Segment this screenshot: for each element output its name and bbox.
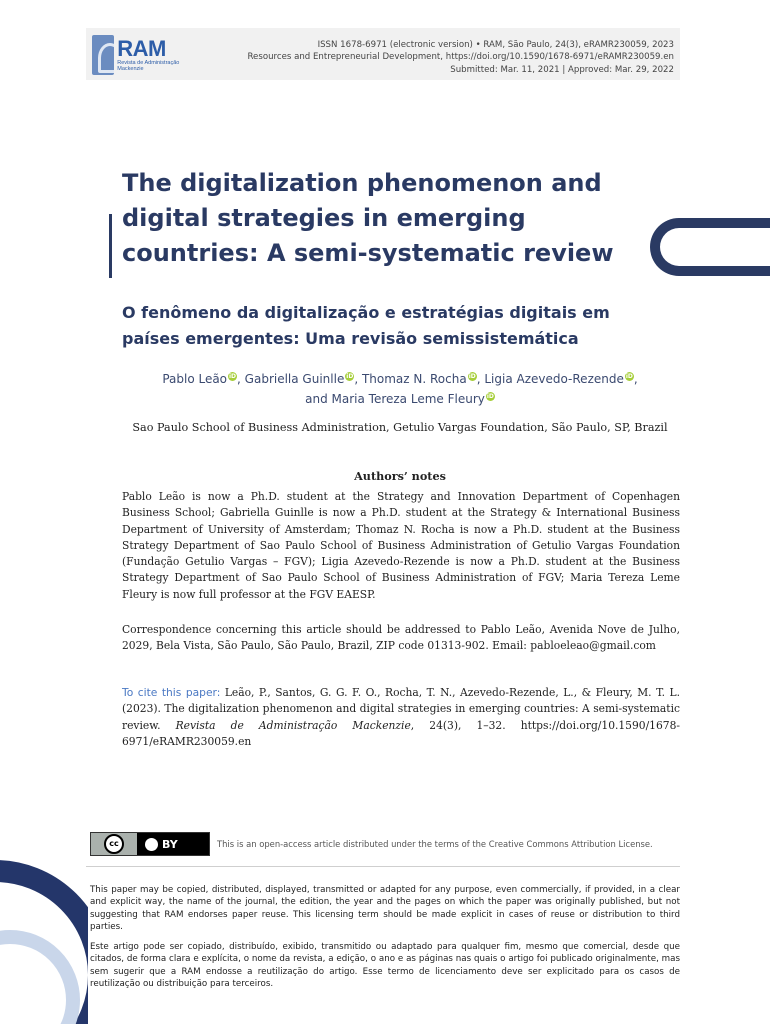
orcid-icon[interactable]: iD xyxy=(468,373,476,380)
author-list: Pablo Leão iD, Gabriella Guinlle iD, Thomaz N. Rocha iD, Ligia Azevedo-Rezende iD, and Maria Tereza Leme Fleury iD xyxy=(162,372,638,406)
logo-subtitle: Revista de Administração Mackenzie xyxy=(117,59,180,72)
orcid-icon[interactable]: iD xyxy=(486,393,494,400)
meta-issn: ISSN 1678-6971 (electronic version) • RAM, São Paulo, 24(3), eRAMR230059, 2023 xyxy=(317,40,674,50)
reuse-terms-pt: Este artigo pode ser copiado, distribuído, exibido, transmitido ou adaptado para qualquer fim, mesmo que comercial, desde que citados, de forma clara e explícita, o nome da revista, a edição, o ano e as páginas nas quais o artigo foi publicado originalmente, mas sem sugerir que a RAM endosse a reutilização do artigo. Esse termo de licenciamento deve ser explicitado para os casos de reutilização ou distribuição para terceiros. xyxy=(90,942,680,990)
article-subtitle-pt: O fenômeno da digitalização e estratégias digitais em países emergentes: Uma revisão semissistemática xyxy=(122,303,610,348)
logo-text: RAM xyxy=(117,35,166,61)
attribution-person-icon xyxy=(145,838,158,851)
author-name: Gabriella Guinlle xyxy=(244,372,345,386)
citation-block: To cite this paper: Leão, P., Santos, G. G. F. O., Rocha, T. N., Azevedo-Rezende, L., & Fleury, M. T. L. (2023). The digitalization phenomenon and digital strategies in emerging countries: A semi-systematic review. Revista de Administração Mackenzie, 24(3), 1–32. https://doi.org/10.1590/1678-6971/eRAMR230059.en xyxy=(122,686,680,748)
author-name: Thomaz N. Rocha xyxy=(361,372,467,386)
orcid-icon[interactable]: iD xyxy=(346,373,354,380)
journal-name: Revista de Administração Mackenzie xyxy=(175,718,411,732)
journal-logo xyxy=(92,33,184,77)
meta-dates: Submitted: Mar. 11, 2021 | Approved: Mar. 29, 2022 xyxy=(450,64,674,75)
orcid-icon[interactable]: iD xyxy=(625,373,633,380)
cite-doi[interactable]: , 24(3), 1–32. https://doi.org/10.1590/1678-6971/eRAMR230059.en xyxy=(122,718,680,748)
title-accent-bar xyxy=(109,214,112,278)
author-name: Ligia Azevedo-Rezende xyxy=(484,372,624,386)
logo-mark-icon xyxy=(92,35,114,75)
cc-icon: cc xyxy=(104,834,124,854)
correspondence-note: Correspondence concerning this article should be addressed to Pablo Leão, Avenida Nove de Julho, 2029, Bela Vista, São Paulo, São Paulo, Brazil, ZIP code 01313-902. Email: pabloeleao@gmail.com xyxy=(122,623,680,653)
header-meta xyxy=(214,39,674,76)
license-statement: This is an open-access article distributed under the terms of the Creative Commons Attribution License. xyxy=(217,839,653,849)
orcid-icon[interactable]: iD xyxy=(229,373,237,380)
affiliation: Sao Paulo School of Business Administration, Getulio Vargas Foundation, São Paulo, SP, Brazil xyxy=(132,421,668,434)
author-name: Maria Tereza Leme Fleury xyxy=(331,392,485,406)
cite-label: To cite this paper: xyxy=(122,686,221,699)
article-title: The digitalization phenomenon and digital strategies in emerging countries: A semi-systematic review xyxy=(122,169,614,267)
cc-by-label: BY xyxy=(162,837,178,851)
reuse-terms-en: This paper may be copied, distributed, displayed, transmitted or adapted for any purpose, even commercially, if provided, in a clear and explicit way, the name of the journal, the edition, the year and the pages on which the paper was originally published, but not suggesting that RAM endorses paper reuse. This licensing term should be made explicit in cases of reuse or distribution to third parties. xyxy=(90,885,680,933)
divider xyxy=(86,866,680,867)
cc-by-badge[interactable] xyxy=(90,832,210,856)
decorative-arc-right xyxy=(650,218,770,276)
author-name: Pablo Leão xyxy=(162,372,228,386)
meta-doi: Resources and Entrepreneurial Development, https://doi.org/10.1590/1678-6971/eRAMR230059.en xyxy=(247,52,674,63)
authors-notes-heading: Authors’ notes xyxy=(354,469,446,483)
authors-notes-body: Pablo Leão is now a Ph.D. student at the Strategy and Innovation Department of Copenhagen Business School; Gabriella Guinlle is now a Ph.D. student at the Strategy & International Business Department of University of Amsterdam; Thomaz N. Rocha is now a Ph.D. student at the Business Strategy Department of Sao Paulo School of Business Administration of Getulio Vargas Foundation (Fundação Getulio Vargas – FGV); Ligia Azevedo-Rezende is now a Ph.D. student at the Business Strategy Department of Sao Paulo School of Business Administration of FGV; Maria Tereza Leme Fleury is now full professor at the FGV EAESP. xyxy=(122,490,680,601)
